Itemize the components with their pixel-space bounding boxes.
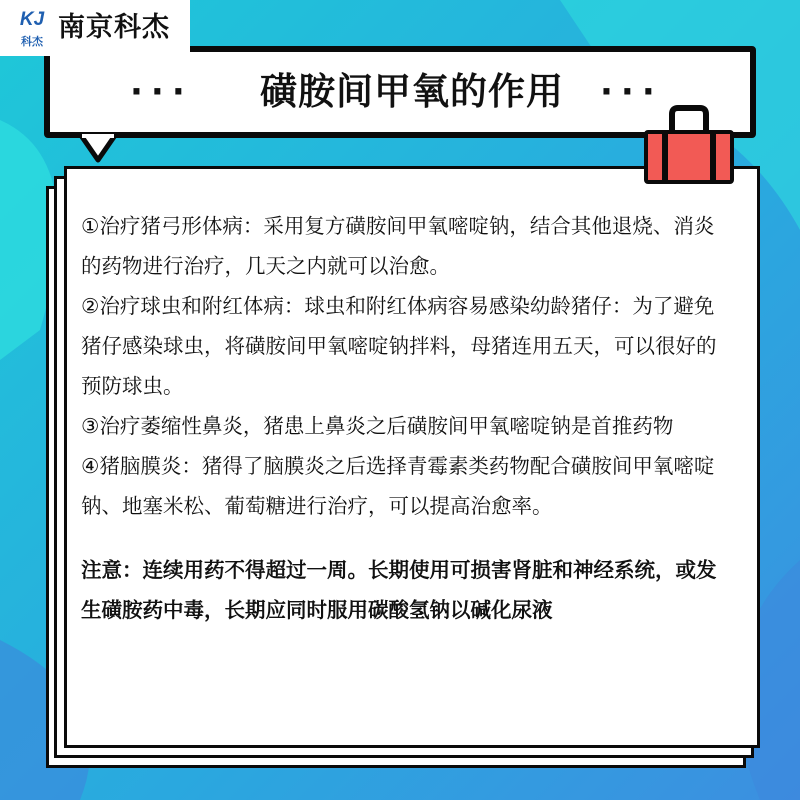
logo-sub-text: 科杰 bbox=[21, 35, 43, 48]
paragraph-1: ①治疗猪弓形体病：采用复方磺胺间甲氧嘧啶钠，结合其他退烧、消炎的药物进行治疗，几天之内就可以治愈。 bbox=[81, 214, 715, 278]
logo-mark-text: KJ bbox=[19, 9, 45, 30]
paragraph-2: ②治疗球虫和附红体病：球虫和附红体病容易感染幼龄猪仔：为了避免猪仔感染球虫，将磺胺间甲氧嘧啶钠拌料，母猪连用五天，可以很好的预防球虫。 bbox=[81, 294, 717, 398]
kj-logo-icon bbox=[8, 8, 56, 50]
page-title: 磺胺间甲氧的作用 bbox=[260, 70, 564, 113]
content-body bbox=[81, 206, 731, 651]
brand-logo bbox=[0, 0, 190, 56]
paragraph-4: ④猪脑膜炎：猪得了脑膜炎之后选择青霉素类药物配合磺胺间甲氧嘧啶钠、地塞米松、葡萄糖进行治疗，可以提高治愈率。 bbox=[81, 454, 715, 518]
briefcase-icon bbox=[640, 104, 738, 186]
brand-name: 南京科杰 bbox=[58, 12, 170, 43]
title-dots-left: ··· bbox=[130, 72, 193, 112]
speech-tail bbox=[76, 134, 120, 166]
title-dots-right: ··· bbox=[600, 72, 663, 112]
warning-note: 注意：连续用药不得超过一周。长期使用可损害肾脏和神经系统，或发生磺胺药中毒，长期应同时服用碳酸氢钠以碱化尿液 bbox=[81, 558, 717, 622]
paragraph-3: ③治疗萎缩性鼻炎，猪患上鼻炎之后磺胺间甲氧嘧啶钠是首推药物 bbox=[81, 414, 674, 438]
